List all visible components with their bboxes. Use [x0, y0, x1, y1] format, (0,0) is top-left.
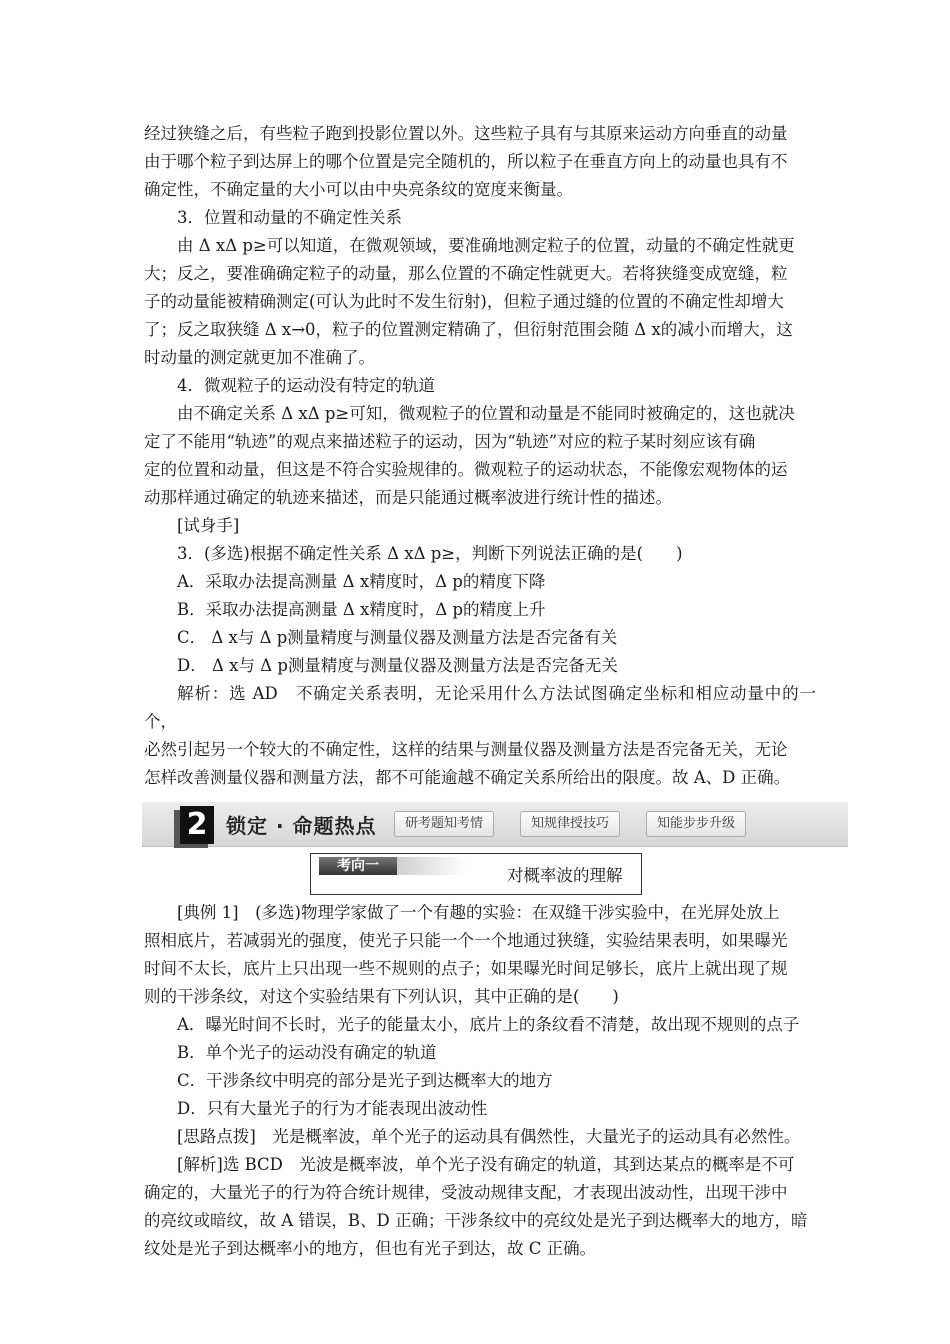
direction-title: 对概率波的理解 — [507, 866, 623, 885]
direction-label: 考向一 — [319, 857, 397, 875]
banner-tag-level: 知能步步升级 — [646, 811, 746, 837]
para4-line: 动那样通过确定的轨迹来描述，而是只能通过概率波进行统计性的描述。 — [144, 488, 672, 507]
example-hint: [思路点拨] 光是概率波，单个光子的运动具有偶然性，大量光子的运动具有必然性。 — [177, 1127, 801, 1146]
practice-option-d: D． Δ x与 Δ p测量精度与测量仪器及测量方法是否完备无关 — [177, 656, 618, 675]
intro-line: 确定性，不确定量的大小可以由中央亮条纹的宽度来衡量。 — [144, 180, 573, 199]
heading-4: 4．微观粒子的运动没有特定的轨道 — [177, 376, 435, 395]
practice-label: [试身手] — [177, 516, 240, 535]
para3-line: 了；反之取狭缝 Δ x→0，粒子的位置测定精确了，但衍射范围会随 Δ x的减小而增大，这 — [144, 320, 793, 339]
para3-line: 子的动量能被精确测定(可认为此时不发生衍射)，但粒子通过缝的位置的不确定性却增大 — [144, 292, 784, 311]
section-banner-title: 锁定 · 命题热点 — [226, 814, 377, 838]
intro-line: 经过狭缝之后，有些粒子跑到投影位置以外。这些粒子具有与其原来运动方向垂直的动量 — [144, 124, 788, 143]
solution-line: 的亮纹或暗纹，故 A 错误，B、D 正确；干涉条纹中的亮纹处是光子到达概率大的地方，暗 — [144, 1211, 808, 1230]
intro-line: 由于哪个粒子到达屏上的哪个位置是完全随机的，所以粒子在垂直方向上的动量也具有不 — [144, 152, 788, 171]
example-line: [典例 1] (多选)物理学家做了一个有趣的实验：在双缝干涉实验中，在光屏处放上 — [177, 903, 780, 922]
document-body — [144, 120, 816, 1263]
practice-analysis-line: 解析：选 AD 不确定关系表明，无论采用什么方法试图确定坐标和相应动量中的一个， — [144, 684, 816, 731]
example-option-a: A．曝光时间不长时，光子的能量太小，底片上的条纹看不清楚，故出现不规则的点子 — [177, 1015, 800, 1034]
example-line: 时间不太长，底片上只出现一些不规则的点子；如果曝光时间足够长，底片上就出现了规 — [144, 959, 788, 978]
para4-line: 定了不能用“轨迹”的观点来描述粒子的运动，因为“轨迹”对应的粒子某时刻应该有确 — [144, 432, 756, 451]
example-option-c: C．干涉条纹中明亮的部分是光子到达概率大的地方 — [177, 1071, 553, 1090]
para3-line: 大；反之，要准确确定粒子的动量，那么位置的不确定性就更大。若将狭缝变成宽缝，粒 — [144, 264, 788, 283]
banner-tag-skill: 知规律授技巧 — [520, 811, 620, 837]
solution-line: 纹处是光子到达概率小的地方，但也有光子到达，故 C 正确。 — [144, 1239, 597, 1258]
para4-line: 由不确定关系 Δ xΔ p≥可知，微观粒子的位置和动量是不能同时被确定的，这也就决 — [177, 404, 795, 423]
practice-option-c: C． Δ x与 Δ p测量精度与测量仪器及测量方法是否完备有关 — [177, 628, 618, 647]
para3-line: 由 Δ xΔ p≥可以知道，在微观领域，要准确地测定粒子的位置，动量的不确定性就更 — [177, 236, 795, 255]
section-number-badge: 2 — [180, 806, 214, 844]
example-line: 照相底片，若减弱光的强度，使光子只能一个一个地通过狭缝，实验结果表明，如果曝光 — [144, 931, 788, 950]
example-option-b: B．单个光子的运动没有确定的轨道 — [177, 1043, 437, 1062]
example-option-d: D．只有大量光子的行为才能表现出波动性 — [177, 1099, 488, 1118]
solution-line: [解析]选 BCD 光波是概率波，单个光子没有确定的轨道，其到达某点的概率是不可 — [177, 1155, 795, 1174]
practice-analysis-line: 怎样改善测量仪器和测量方法，都不可能逾越不确定关系所给出的限度。故 A、D 正确。 — [144, 768, 791, 787]
direction-label-fade — [397, 857, 467, 875]
solution-line: 确定的，大量光子的行为符合统计规律，受波动规律支配，才表现出波动性，出现干涉中 — [144, 1183, 788, 1202]
heading-3: 3．位置和动量的不确定性关系 — [177, 208, 402, 227]
para4-line: 定的位置和动量，但这是不符合实验规律的。微观粒子的运动状态，不能像宏观物体的运 — [144, 460, 788, 479]
exam-direction-box — [310, 853, 642, 895]
banner-tag-exam: 研考题知考情 — [394, 811, 494, 837]
practice-analysis-line: 必然引起另一个较大的不确定性，这样的结果与测量仪器及测量方法是否完备无关，无论 — [144, 740, 788, 759]
section-banner — [142, 802, 848, 847]
practice-option-a: A．采取办法提高测量 Δ x精度时，Δ p的精度下降 — [177, 572, 546, 591]
practice-option-b: B．采取办法提高测量 Δ x精度时，Δ p的精度上升 — [177, 600, 546, 619]
practice-question: 3．(多选)根据不确定性关系 Δ xΔ p≥，判断下列说法正确的是( ) — [177, 544, 683, 563]
example-line: 则的干涉条纹，对这个实验结果有下列认识，其中正确的是( ) — [144, 987, 619, 1006]
para3-line: 时动量的测定就更加不准确了。 — [144, 348, 375, 367]
